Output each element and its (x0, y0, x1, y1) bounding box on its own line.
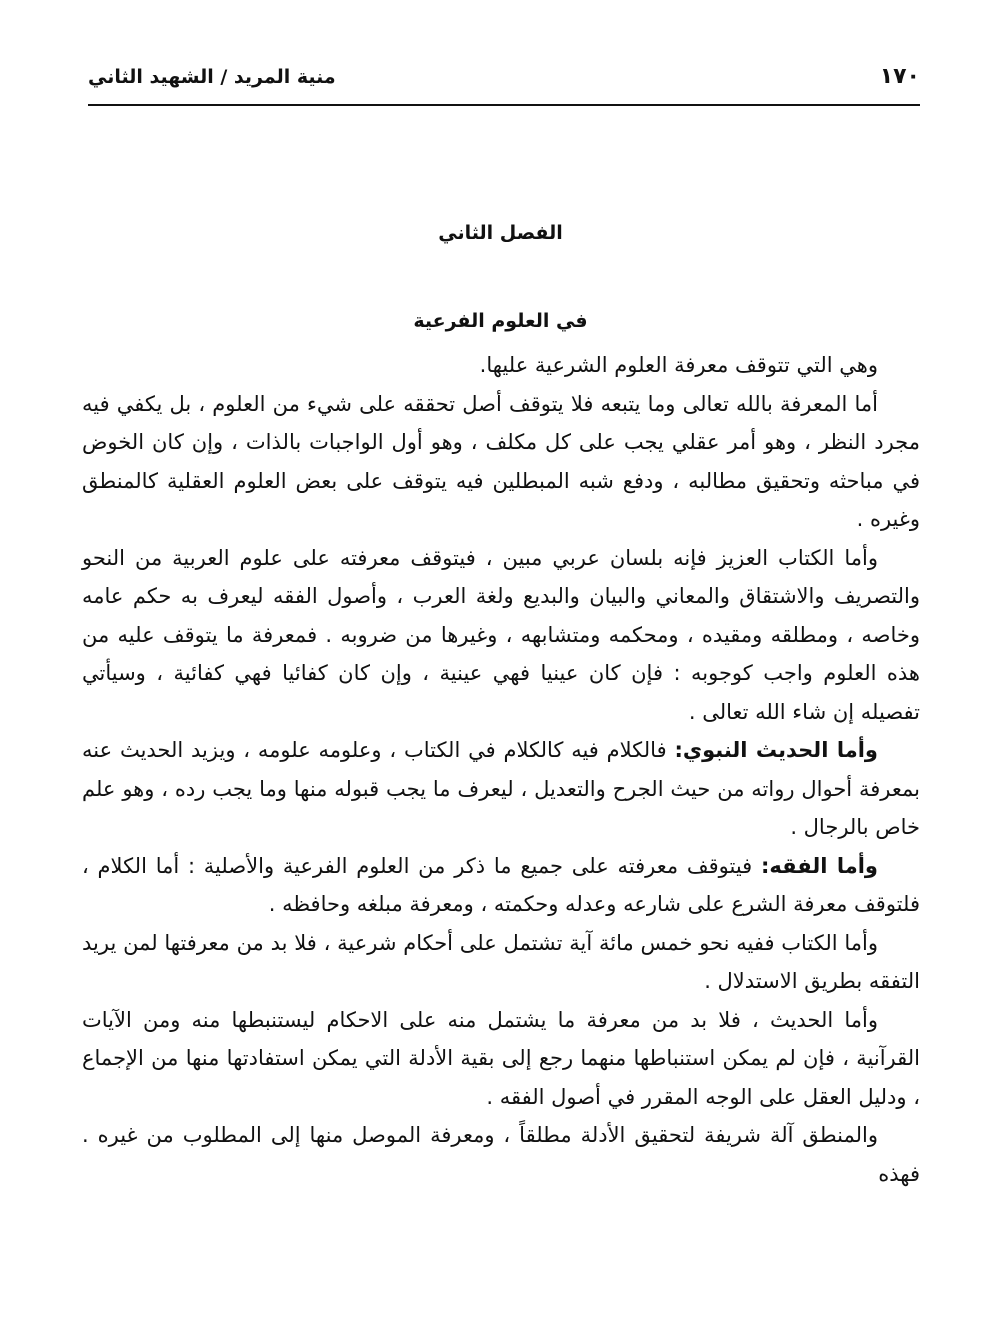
paragraph (82, 539, 920, 732)
paragraph-text: فيتوقف معرفته على جميع ما ذكر من العلوم الفرعية والأصلية : أما الكلام ، فلتوقف معرفة الشرع على شارعه وعدله وحكمته ، ومعرفة مبلغه وحافظه . (82, 853, 920, 916)
paragraph (82, 924, 920, 1001)
paragraph-lead: وأما الحديث النبوي: (674, 738, 878, 762)
paragraph (82, 346, 920, 385)
page-number: ١٧٠ (879, 64, 920, 89)
paragraph-text: وهي التي تتوقف معرفة العلوم الشرعية عليها. (479, 353, 878, 377)
paragraph-text: وأما الكتاب العزيز فإنه بلسان عربي مبين ، فيتوقف معرفته على علوم العربية من النحو والتصريف والاشتقاق والمعاني والبيان والبديع ولغة العرب ، وأصول الفقه ليعرف به حكم عامه وخاصه ، ومطلقه ومقيده ، ومحكمه ومتشابهه ، وغيرها من ضروبه . فمعرفة ما يتوقف عليه من هذه العلوم واجب كوجوبه : فإن كان عينيا فهي عينية ، وإن كان كفائيا فهي كفائية ، وسيأتي تفصيله إن شاء الله تعالى . (82, 545, 920, 724)
paragraph-text: أما المعرفة بالله تعالى وما يتبعه فلا يتوقف أصل تحققه على شيء من العلوم ، بل يكفي فيه مجرد النظر ، وهو أمر عقلي يجب على كل مكلف ، وهو أول الواجبات بالذات ، وإن كان الخوض في مباحثه وتحقيق مطالبه ، ودفع شبه المبطلين فيه يتوقف على بعض العلوم العقلية كالمنطق وغيره . (82, 391, 920, 531)
paragraph-text: وأما الكتاب ففيه نحو خمس مائة آية تشتمل على أحكام شرعية ، فلا بد من معرفتها لمن يريد التفقه بطريق الاستدلال . (82, 930, 920, 993)
section-title: في العلوم الفرعية (413, 310, 588, 332)
body-text (82, 346, 920, 1193)
paragraph-text: وأما الحديث ، فلا بد من معرفة ما يشتمل منه على الاحكام ليستنبطها منه ومن الآيات القرآنية ، فإن لم يمكن استنباطها منهما رجع إلى بقية الأدلة التي يمكن استفادتها منها من الإجماع ، ودليل العقل على الوجه المقرر في أصول الفقه . (82, 1007, 920, 1109)
paragraph-text: فالكلام فيه كالكلام في الكتاب ، وعلومه علومه ، ويزيد الحديث عنه بمعرفة أحوال رواته من حيث الجرح والتعديل ، ليعرف ما يجب قبوله منها وما يجب رده ، وهو علم خاص بالرجال . (82, 738, 920, 839)
paragraph (82, 1116, 920, 1193)
paragraph (82, 1001, 920, 1117)
running-header (88, 58, 920, 106)
paragraph (82, 847, 920, 924)
paragraph (82, 385, 920, 539)
paragraph-lead: وأما الفقه: (760, 853, 878, 878)
paragraph (82, 731, 920, 847)
book-title: منية المريد / الشهيد الثاني (88, 66, 336, 88)
paragraph-text: والمنطق آلة شريفة لتحقيق الأدلة مطلقاً ، ومعرفة الموصل منها إلى المطلوب من غيره . فهذه (82, 1123, 920, 1186)
chapter-title: الفصل الثاني (438, 222, 563, 244)
